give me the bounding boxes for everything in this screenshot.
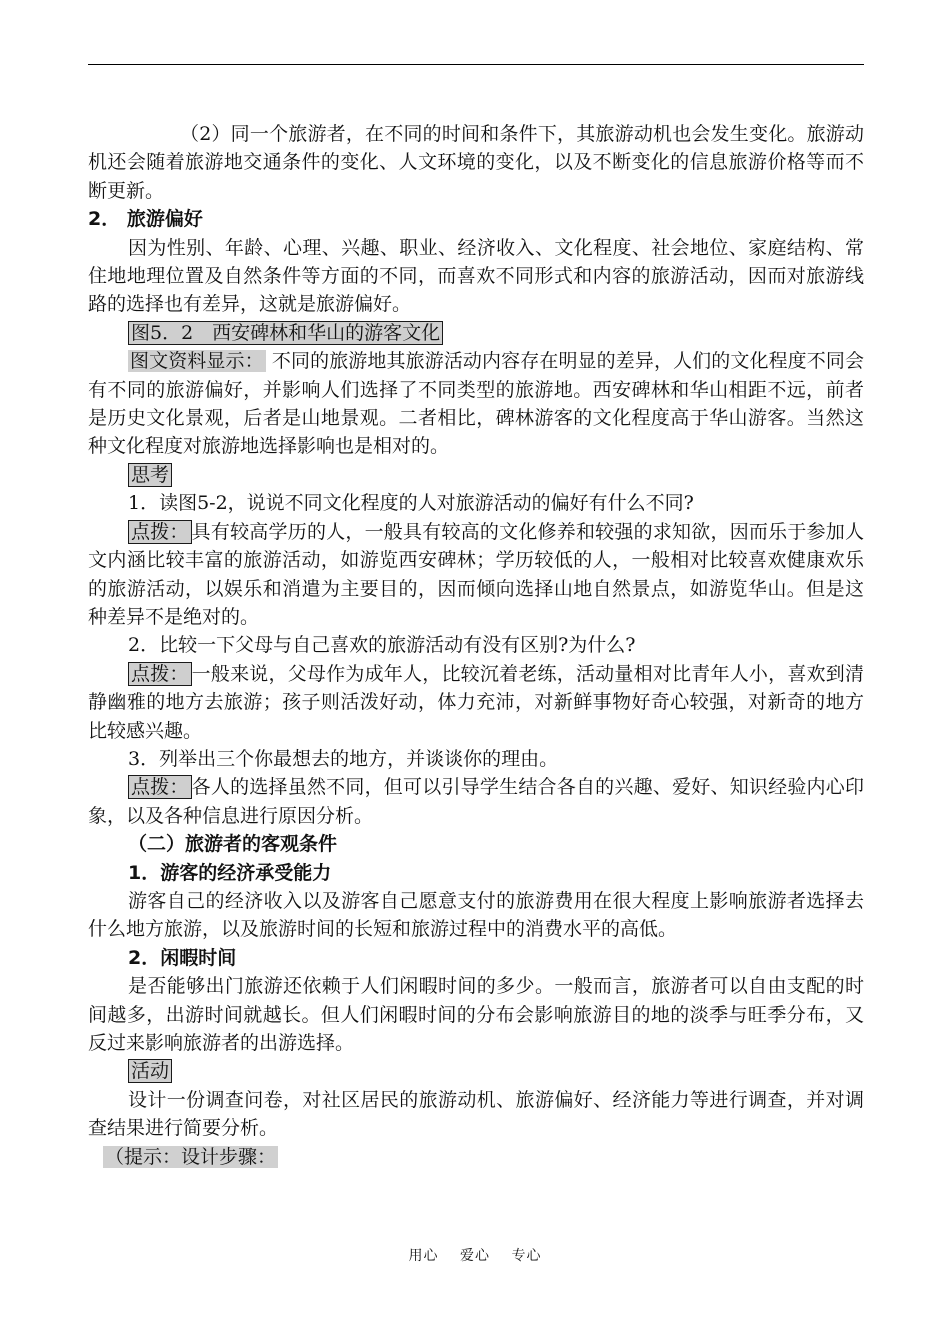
activity-line: [88, 1057, 864, 1085]
question-2: 2．比较一下父母与自己喜欢的旅游活动有没有区别?为什么?: [128, 634, 636, 657]
hint-label-2: 点拨：: [128, 662, 192, 686]
footer-word-2: 爱心: [460, 1248, 490, 1264]
question-3: 3．列举出三个你最想去的地方，并谈谈你的理由。: [128, 747, 559, 770]
figure-text: 不同的旅游地其旅游活动内容存在明显的差异，人们的文化程度不同会有不同的旅游偏好，并影响人们选择了不同类型的旅游地。西安碑林和华山相距不远，前者是历史文化景观，后者是山地景观。二者相比，碑林游客的文化程度高于华山游客。当然这种文化程度对旅游地选择影响也是相对的。: [88, 350, 864, 458]
answer-1: [88, 518, 864, 632]
question-1: 1．读图5-2，说说不同文化程度的人对旅游活动的偏好有什么不同?: [128, 492, 694, 515]
hint-label-3: 点拨：: [128, 775, 192, 799]
figure-label: 图文资料显示：: [130, 350, 264, 373]
heading-tourism-preference: 2． 旅游偏好: [88, 208, 203, 231]
footer-word-1: 用心: [408, 1248, 439, 1264]
answer-3: [88, 773, 864, 830]
tip-line: [88, 1143, 864, 1171]
tip-text: （提示：设计步骤：: [105, 1145, 277, 1168]
figure-caption: 图5．2 西安碑林和华山的游客文化: [128, 321, 443, 345]
page-footer: [0, 1245, 950, 1265]
answer-1-text: 具有较高学历的人，一般具有较高的文化修养和较强的求知欲，因而乐于参加人文内涵比较丰富的旅游活动，如游览西安碑林；学历较低的人，一般相对比较喜欢健康欢乐的旅游活动，以娱乐和消遣为主要目的，因而倾向选择山地自然景点，如游览华山。但是这种差异不是绝对的。: [88, 520, 864, 628]
paragraph-economic-capacity: 游客自己的经济收入以及游客自己愿意支付的旅游费用在很大程度上影响旅游者选择去什么地方旅游，以及旅游时间的长短和旅游过程中的消费水平的高低。: [88, 889, 864, 941]
paragraph-leisure-time: 是否能够出门旅游还依赖于人们闲暇时间的多少。一般而言，旅游者可以自由支配的时间越多，出游时间就越长。但人们闲暇时间的分布会影响旅游目的地的淡季与旺季分布，又反过来影响旅游者的出游选择。: [88, 975, 864, 1054]
activity-label: 活动: [128, 1059, 172, 1083]
heading-economic-capacity: 1．游客的经济承受能力: [128, 861, 332, 884]
paragraph-activity: 设计一份调查问卷，对社区居民的旅游动机、旅游偏好、经济能力等进行调查，并对调查结果进行简要分析。: [88, 1088, 864, 1140]
paragraph-motivation-change: （2）同一个旅游者，在不同的时间和条件下，其旅游动机也会发生变化。旅游动机还会随着旅游地交通条件的变化、人文环境的变化，以及不断变化的信息旅游价格等而不断更新。: [88, 123, 864, 202]
figure-caption-line: [88, 319, 864, 347]
answer-2: [88, 660, 864, 745]
heading-leisure-time: 2．闲暇时间: [128, 946, 237, 969]
paragraph-tourism-preference: 因为性别、年龄、心理、兴趣、职业、经济收入、文化程度、社会地位、家庭结构、常住地地理位置及自然条件等方面的不同，而喜欢不同形式和内容的旅游活动，因而对旅游线路的选择也有差异，这就是旅游偏好。: [88, 236, 864, 316]
answer-3-text: 各人的选择虽然不同，但可以引导学生结合各自的兴趣、爱好、知识经验内心印象，以及各种信息进行原因分析。: [88, 776, 864, 827]
think-line: [88, 461, 864, 489]
footer-word-3: 专心: [511, 1248, 542, 1264]
document-body: [88, 120, 864, 1171]
figure-description: [88, 347, 864, 461]
think-label: 思考: [128, 463, 172, 487]
header-rule: [88, 64, 864, 65]
answer-2-text: 一般来说，父母作为成年人，比较沉着老练，活动量相对比青年人小，喜欢到清静幽雅的地方去旅游；孩子则活泼好动，体力充沛，对新鲜事物好奇心较强，对新奇的地方比较感兴趣。: [88, 662, 864, 742]
heading-objective-conditions: （二）旅游者的客观条件: [128, 833, 338, 856]
hint-label-1: 点拨：: [128, 520, 192, 544]
